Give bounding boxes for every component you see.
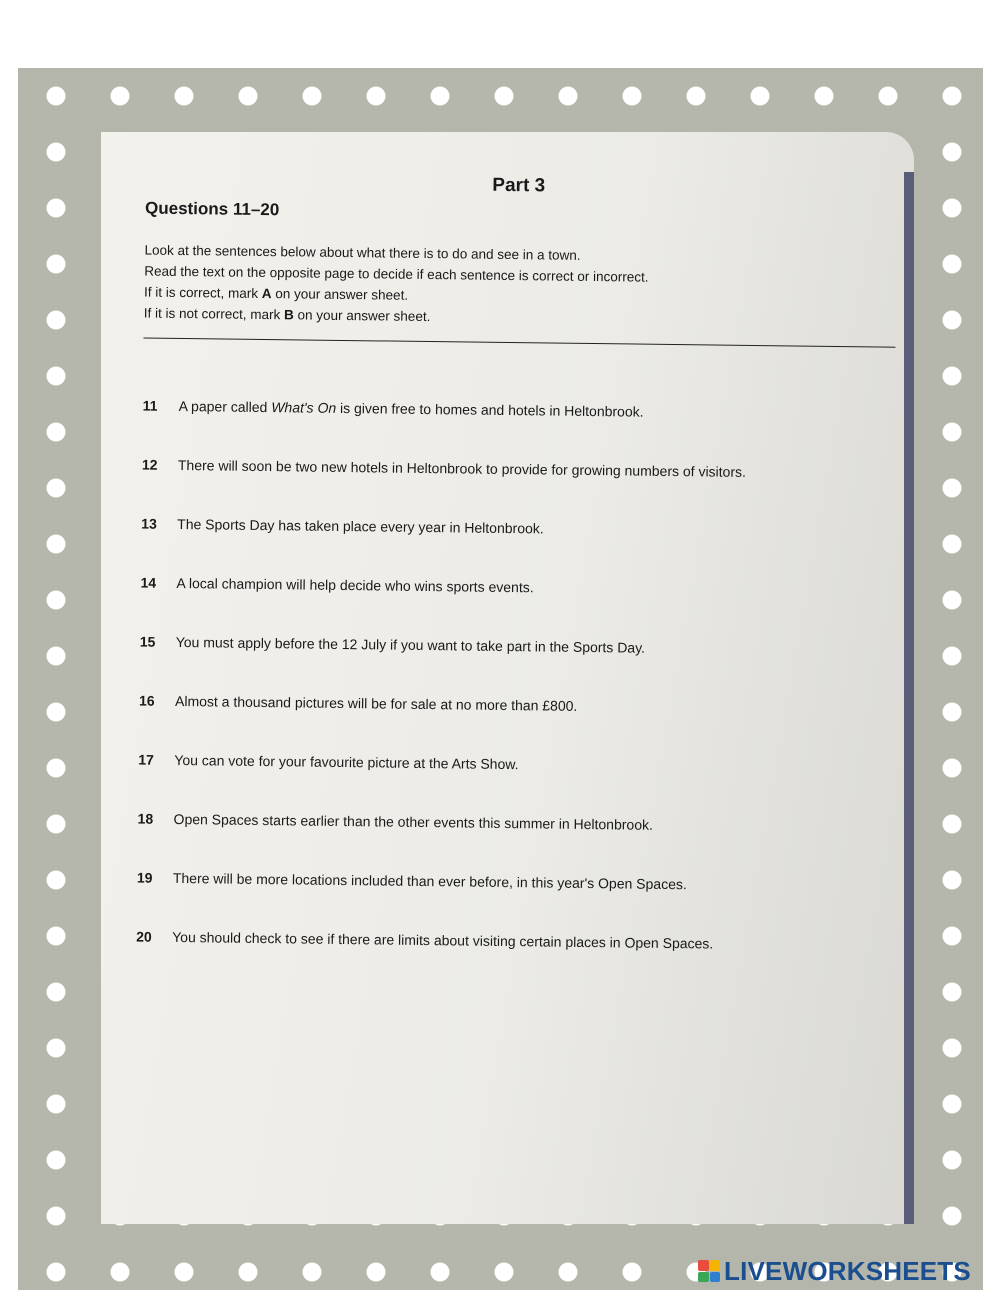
worksheet-content: [101, 132, 914, 1224]
logo-square: [698, 1260, 709, 1271]
question-number: 17: [138, 751, 155, 768]
question-item: [141, 516, 544, 537]
question-number: 12: [141, 456, 158, 473]
question-text-italic: What's On: [271, 399, 337, 416]
instruction-line: If it is not correct, mark B on your answer sheet.: [143, 305, 431, 325]
question-text-end: is given free to homes and hotels in Heltonbrook.: [336, 399, 644, 420]
logo-square: [710, 1272, 721, 1283]
question-item: [140, 575, 533, 596]
question-item: [142, 457, 746, 480]
liveworksheets-logo-icon: [698, 1260, 720, 1282]
question-text: You must apply before the 12 July if you want to take part in the Sports Day.: [175, 633, 646, 656]
question-text: A local champion will help decide who wins sports events.: [176, 574, 534, 596]
instruction-line: Look at the sentences below about what there is to do and see in a town.: [144, 242, 581, 263]
logo-square: [698, 1272, 709, 1283]
question-text: The Sports Day has taken place every year in Heltonbrook.: [177, 515, 544, 537]
instruction-line: If it is correct, mark A on your answer sheet.: [143, 284, 409, 303]
question-text: Open Spaces starts earlier than the other events this summer in Heltonbrook.: [173, 810, 654, 833]
watermark-text: LIVEWORKSHEETS: [724, 1255, 971, 1286]
question-item: [138, 752, 518, 773]
question-number: 14: [140, 574, 157, 591]
question-text: You can vote for your favourite picture at the Arts Show.: [174, 751, 519, 773]
part-title: Part 3: [492, 174, 546, 197]
question-text: There will be more locations included than ever before, in this year's Open Spaces.: [172, 869, 687, 893]
question-item: [137, 869, 687, 892]
question-number: 13: [141, 515, 157, 532]
question-text: Almost a thousand pictures will be for sale at no more than £800.: [174, 692, 578, 714]
question-number: 15: [139, 633, 156, 650]
liveworksheets-watermark: [698, 1256, 971, 1286]
question-item: [138, 810, 654, 832]
question-item: [136, 928, 713, 951]
instruction-line: Read the text on the opposite page to decide if each sentence is correct or incorrect.: [144, 263, 649, 285]
questions-heading: Questions 11–20: [144, 198, 280, 220]
question-item: [139, 693, 578, 714]
question-item: [140, 634, 645, 656]
question-text: A paper called: [178, 397, 272, 416]
question-number: 11: [142, 397, 158, 414]
worksheet-page: [101, 132, 914, 1224]
divider-line: [143, 338, 895, 348]
question-number: 16: [138, 692, 155, 709]
question-number: 19: [136, 869, 153, 886]
question-text: There will soon be two new hotels in Heltonbrook to provide for growing numbers of visitors.: [177, 456, 747, 480]
question-number: 18: [137, 810, 154, 827]
question-item: [143, 398, 644, 420]
instructions: [144, 240, 649, 330]
question-number: 20: [136, 928, 152, 945]
logo-square: [710, 1260, 721, 1271]
question-text: You should check to see if there are limits about visiting certain places in Open Spaces.: [172, 928, 714, 952]
